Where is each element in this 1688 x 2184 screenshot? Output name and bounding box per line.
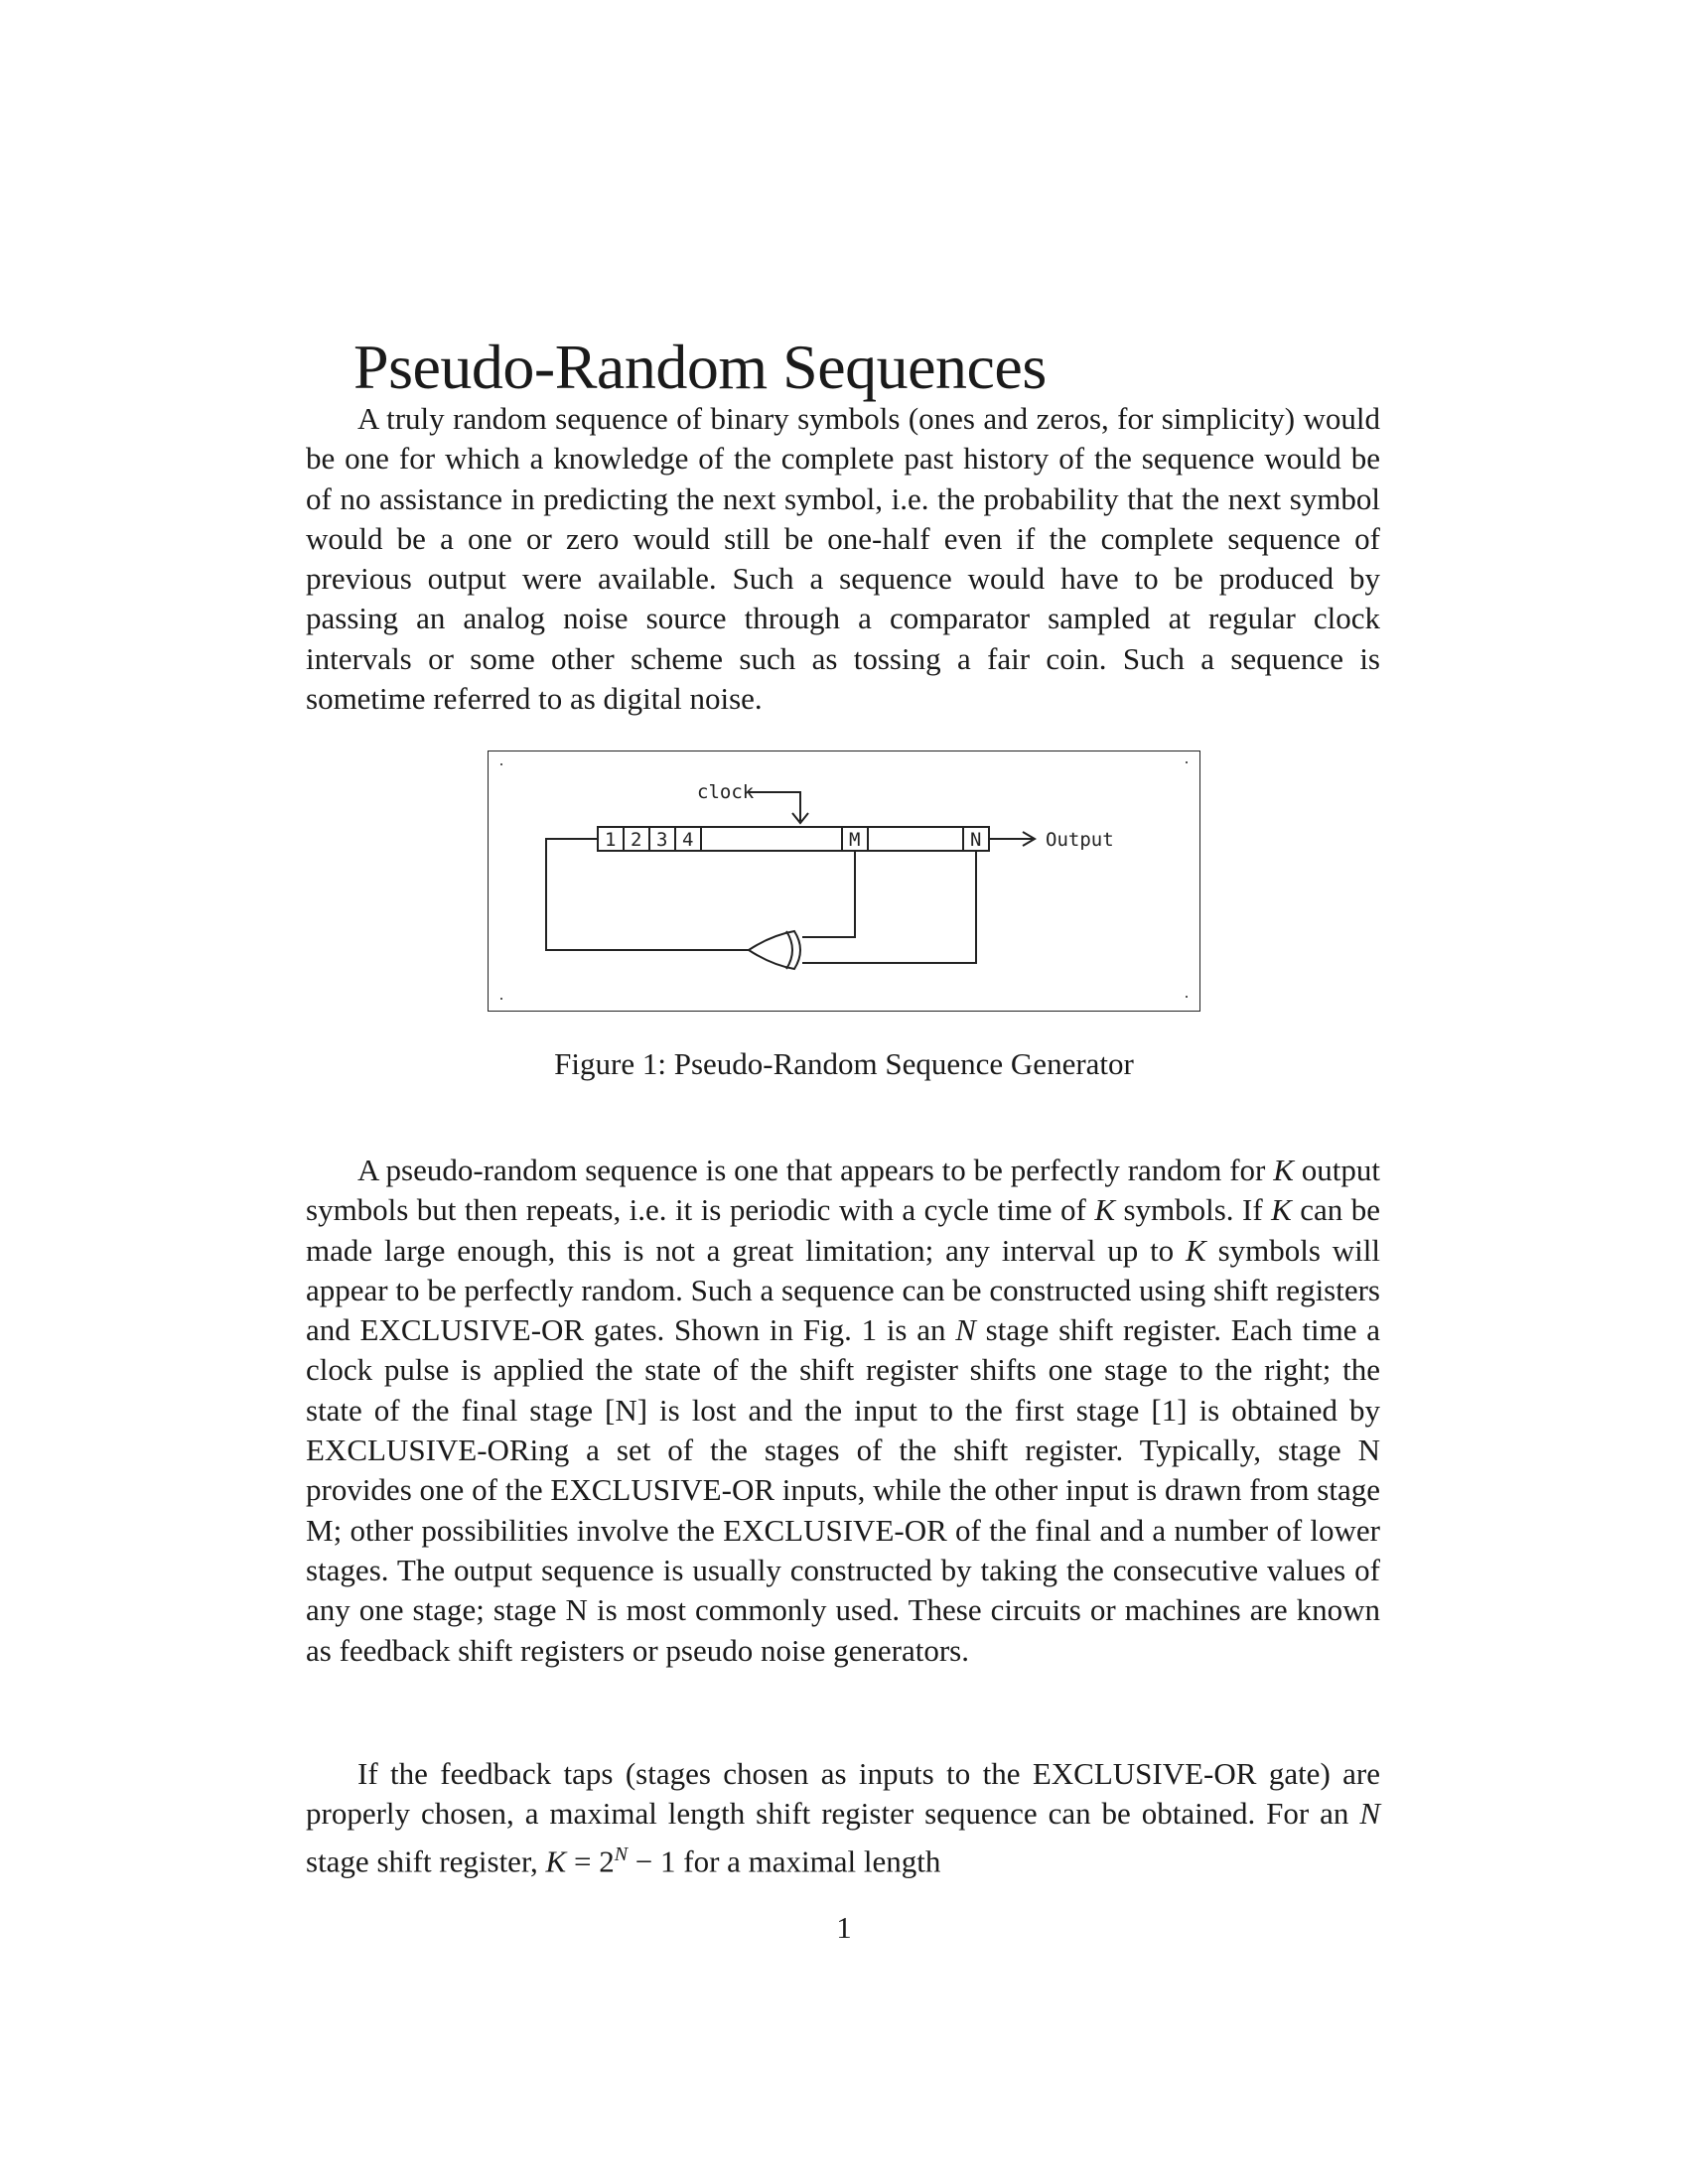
math-k: K [1094, 1192, 1115, 1228]
math-k: K [1186, 1232, 1206, 1268]
stage-label-m: M [849, 829, 861, 851]
output-label: Output [1046, 829, 1114, 851]
corner-dot [500, 998, 502, 1000]
paragraph-2-text: symbols. If [1115, 1192, 1272, 1228]
paragraph-2-text: can be made large enough, this is not a great limitation; any interval up to [306, 1192, 1381, 1268]
page-title: Pseudo-Random Sequences [353, 332, 1047, 402]
tap-m-line [802, 851, 855, 937]
feedback-line [546, 839, 749, 950]
paragraph-3-text: If the feedback taps (stages chosen as inputs to the EXCLUSIVE-OR gate) are properly chosen, a maximal length shift register sequence can be obtained. For an [306, 1756, 1380, 1832]
page-number: 1 [836, 1910, 852, 1945]
math-k: K [545, 1843, 567, 1878]
xor-gate-back-curve [786, 931, 792, 969]
figure-1-diagram [488, 751, 1200, 1012]
paragraph-2-text: symbols will appear to be perfectly random. Such a sequence can be constructed using shift registers and EXCLUSIVE-OR gates. Shown in Fig. 1 is an [306, 1232, 1380, 1348]
paragraph-3-text: = 2 [566, 1843, 615, 1878]
clock-label: clock [697, 781, 755, 803]
paragraph-3 [306, 1754, 1380, 1881]
paragraph-3-text: stage shift register, [306, 1843, 546, 1878]
math-n: N [955, 1312, 976, 1348]
paragraph-1: A truly random sequence of binary symbols (ones and zeros, for simplicity) would be one for which a knowledge of the complete past history of the sequence would be of no assistance in predicting the next symbol, i.e. the probability that the next symbol would be a one or zero would still be one-half even if the complete sequence of previous output were available. Such a sequence would have to be produced by passing an analog noise source through a comparator sampled at regular clock intervals or some other scheme such as tossing a fair coin. Such a sequence is sometime referred to as digital noise. [306, 401, 1380, 717]
math-k: K [1273, 1153, 1294, 1187]
paragraph-2-text: stage shift register. Each time a clock pulse is applied the state of the shift register shifts one stage to the right; the state of the final stage [N] is lost and the input to the first stage [1] is obtained by EXCLUSIVE-ORing a set of the stages of the shift register. Typically, stage N provides one of the EXCLUSIVE-OR inputs, while the other input is drawn from stage M; other possibilities involve the EXCLUSIVE-OR of the final and a number of lower stages. The output sequence is usually constructed by taking the consecutive values of any one stage; stage N is most commonly used. These circuits or machines are known as feedback shift registers or pseudo noise generators. [306, 1312, 1380, 1668]
stage-label-4: 4 [682, 829, 694, 851]
tap-n-line [802, 851, 976, 963]
stage-label-3: 3 [656, 829, 668, 851]
math-k: K [1271, 1192, 1292, 1228]
paragraph-2 [306, 1151, 1380, 1671]
corner-dot [1186, 996, 1188, 998]
math-exponent-n: N [614, 1843, 629, 1865]
clock-line [749, 792, 800, 821]
paragraph-2-text: A pseudo-random sequence is one that appears to be perfectly random for [357, 1153, 1274, 1187]
paragraph-2-text: output symbols but then repeats, i.e. it is periodic with a cycle time of [306, 1153, 1380, 1228]
stage-label-n: N [970, 829, 982, 851]
shift-register-diagram [489, 751, 1201, 1013]
paragraph-3-text: − 1 for a maximal length [628, 1843, 941, 1878]
corner-dot [500, 763, 502, 765]
stage-label-1: 1 [605, 829, 617, 851]
figure-caption: Figure 1: Pseudo-Random Sequence Generator [554, 1046, 1134, 1081]
stage-label-2: 2 [631, 829, 642, 851]
corner-dot [1186, 761, 1188, 763]
math-n: N [1359, 1796, 1380, 1832]
